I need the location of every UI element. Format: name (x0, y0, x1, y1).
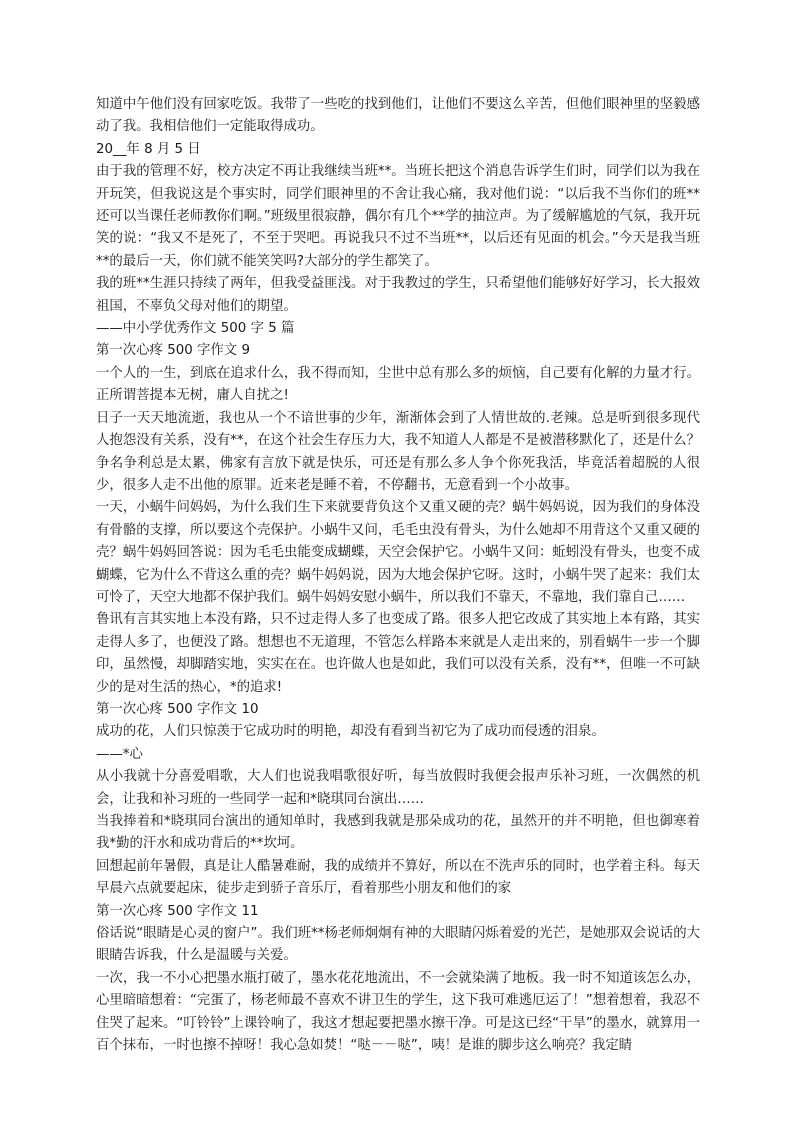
document-page (96, 94, 700, 1057)
source-line: ——中小学优秀作文 500 字 5 篇 (96, 321, 295, 337)
paragraph: 成功的花，人们只惊羡于它成功时的明艳，却没有看到当初它为了成功而侵透的泪泉。 (96, 724, 605, 740)
paragraph: 回想起前年暑假，真是让人酷暑难耐，我的成绩并不算好，所以在不洗声乐的同时，也学着主科。每天早晨六点就要起床，徒步走到骄子音乐厅，看着那些小朋友和他们的家 (96, 858, 700, 897)
paragraph: 一天，小蜗牛问妈妈，为什么我们生下来就要背负这个又重又硬的壳？蜗牛妈妈说，因为我们的身体没有骨骼的支撑，所以要这个壳保护。小蜗牛又问，毛毛虫没有骨头，为什么她却不用背这个又重又硬的壳？蜗牛妈妈回答说：因为毛毛虫能变成蝴蝶，天空会保护它。小蜗牛又问：蚯蚓没有骨头，也变不成蝴蝶，它为什么不背这么重的壳？蜗牛妈妈说，因为大地会保护它呀。这时，小蜗牛哭了起来：我们太可怜了，天空大地都不保护我们。蜗牛妈妈安慰小蜗牛，所以我们不靠天，不靠地，我们靠自己…… (96, 500, 700, 605)
paragraph: 俗话说“眼睛是心灵的窗户”。我们班**杨老师炯炯有神的大眼睛闪烁着爱的光芒，是她那双会说话的大眼睛告诉我，什么是温暖与关爱。 (96, 926, 700, 964)
paragraph: 我的班**生涯只持续了两年，但我受益匪浅。对于我教过的学生，只希望他们能够好好学习，长大报效祖国，不辜负父母对他们的期望。 (96, 276, 700, 314)
date-line: 20__年 8 月 5 日 (96, 141, 201, 157)
essay-heading: 第一次心疼 500 字作文 11 (96, 903, 259, 919)
paragraph: 日子一天天地流逝，我也从一个不谙世事的少年，渐渐体会到了人情世故的.老辣。总是听到很多现代人抱怨没有关系，没有**，在这个社会生存压力大，我不知道人人都是不是被潜移默化了，还是什么？争名争利总是太累，佛家有言放下就是快乐，可还是有那么多人争个你死我活，毕竟活着超脱的人很少，很多人走不出他的原罪。近来老是睡不着，不停翻书，无意看到一个小故事。 (96, 410, 700, 493)
paragraph: 由于我的管理不好，校方决定不再让我继续当班**。当班长把这个消息告诉学生们时，同学们以为我在开玩笑，但我说这是个事实时，同学们眼神里的不舍让我心痛，我对他们说：“以后我不当你们的班**还可以当课任老师教你们啊。”班级里很寂静，偶尔有几个**学的抽泣声。为了缓解尴尬的气氛，我开玩笑的说：“我又不是死了，不至于哭吧。再说我只不过不当班**，以后还有见面的机会。”今天是我当班**的最后一天，你们就不能笑笑吗?大部分的学生都笑了。 (96, 164, 700, 269)
paragraph: 知道中午他们没有回家吃饭。我带了一些吃的找到他们，让他们不要这么辛苦，但他们眼神里的坚毅感动了我。我相信他们一定能取得成功。 (96, 97, 700, 135)
essay-heading: 第一次心疼 500 字作文 10 (96, 701, 259, 717)
paragraph: 从小我就十分喜爱唱歌，大人们也说我唱歌很好听，每当放假时我便会报声乐补习班，一次偶然的机会，让我和补习班的一些同学一起和*晓琪同台演出…… (96, 769, 700, 807)
paragraph: 一个人的一生，到底在追求什么，我不得而知，尘世中总有那么多的烦恼，自己要有化解的力量才行。正所谓菩提本无树，庸人自扰之! (96, 365, 700, 404)
quote-attribution: ——*心 (96, 746, 143, 762)
paragraph: 一次，我一不小心把墨水瓶打破了，墨水花花地流出，不一会就染满了地板。我一时不知道该怎么办，心里暗暗想着：“完蛋了，杨老师最不喜欢不讲卫生的学生，这下我可难逃厄运了！”想着想着，我忍不住哭了起来。“叮铃铃”上课铃响了，我这才想起要把墨水擦干净。可是这已经“干旱”的墨水，就算用一百个抹布，一时也擦不掉呀！我心急如焚！“哒－－哒”，咦！是谁的脚步这么响亮？我定睛 (96, 970, 700, 1054)
paragraph: 当我捧着和*晓琪同台演出的通知单时，我感到我就是那朵成功的花，虽然开的并不明艳，但也御寒着我*勤的汗水和成功背后的**坎坷。 (96, 814, 700, 852)
paragraph: 鲁讯有言其实地上本没有路，只不过走得人多了也变成了路。很多人把它改成了其实地上本有路，其实走得人多了，也便没了路。想想也不无道理，不管怎么样路本来就是人走出来的，别看蜗牛一步一个脚印，虽然慢，却脚踏实地，实实在在。也许做人也是如此，我们可以没有关系，没有**，但唯一不可缺少的是对生活的热心，*的追求! (96, 612, 700, 695)
essay-heading: 第一次心疼 500 字作文 9 (96, 343, 250, 359)
